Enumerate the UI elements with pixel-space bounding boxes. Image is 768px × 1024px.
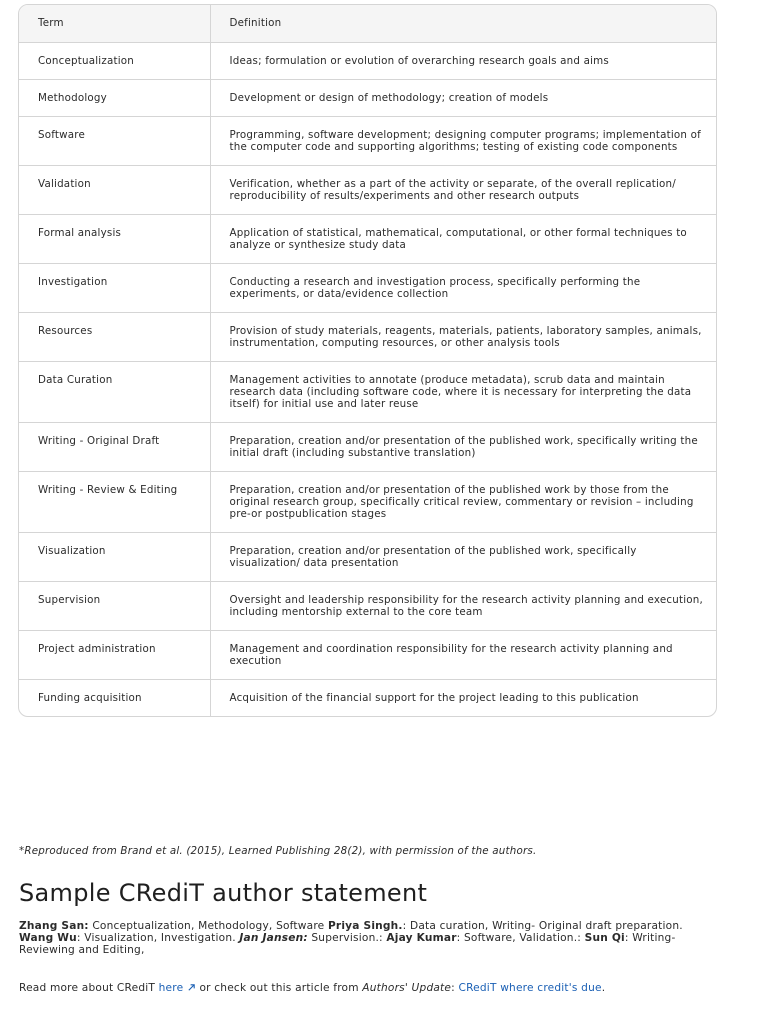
definition-cell: Development or design of methodology; creation of models xyxy=(210,80,716,117)
statement-author-name: Zhang San: xyxy=(19,920,89,932)
statement-author-name: Wang Wu xyxy=(19,932,77,944)
definition-cell: Management activities to annotate (produce metadata), scrub data and maintain research data (including software code, where it is necessary for interpreting the data itself) for initial use and later reuse xyxy=(210,362,716,423)
term-column-header: Term xyxy=(19,5,210,43)
definition-cell: Conducting a research and investigation process, specifically performing the experiments, or data/evidence collection xyxy=(210,264,716,313)
term-cell: Conceptualization xyxy=(19,43,210,80)
definition-cell: Preparation, creation and/or presentation of the published work by those from the original research group, specifically critical review, commentary or revision – including pre-or postpublication stages xyxy=(210,472,716,533)
definition-cell: Ideas; formulation or evolution of overarching research goals and aims xyxy=(210,43,716,80)
definition-cell: Acquisition of the financial support for the project leading to this publication xyxy=(229,692,639,704)
statement-author-name: Jan Jansen: xyxy=(239,932,308,944)
read-more-suffix: . xyxy=(601,982,606,994)
definition-cell: Application of statistical, mathematical, computational, or other formal techniques to analyze or synthesize study data xyxy=(210,215,716,264)
table-row xyxy=(19,264,716,313)
statement-author-name: Priya Singh. xyxy=(327,920,403,932)
definition-cell: Oversight and leadership responsibility for the research activity planning and execution, including mentorship external to the core team xyxy=(210,582,716,631)
table-row xyxy=(19,117,716,166)
term-cell: Project administration xyxy=(19,631,210,680)
external-link-icon xyxy=(187,983,196,992)
definition-column-header: Definition xyxy=(210,5,716,43)
statement-roles: : Data curation, Writing- Original draft preparation. xyxy=(402,920,683,932)
term-cell: Investigation xyxy=(19,264,210,313)
table-row xyxy=(19,166,716,215)
definition-cell: Preparation, creation and/or presentation of the published work, specifically writing the initial draft (including substantive translation) xyxy=(210,423,716,472)
definition-cell: Management and coordination responsibility for the research activity planning and execution xyxy=(210,631,716,680)
term-cell: Resources xyxy=(19,313,210,362)
term-cell: Methodology xyxy=(19,80,210,117)
credit-taxonomy-table xyxy=(18,4,717,717)
definition-cell: Provision of study materials, reagents, materials, patients, laboratory samples, animals, instrumentation, computing resources, or other analysis tools xyxy=(210,313,716,362)
here-link[interactable] xyxy=(159,982,196,994)
table-row xyxy=(19,43,716,80)
table-row xyxy=(19,631,716,680)
read-more-line xyxy=(19,982,709,994)
table-footnote: *Reproduced from Brand et al. (2015), Learned Publishing 28(2), with permission of the authors. xyxy=(19,845,537,857)
definition-cell: Preparation, creation and/or presentation of the published work, specifically visualization/ data presentation xyxy=(210,533,716,582)
term-cell: Validation xyxy=(19,166,210,215)
table-row xyxy=(19,215,716,264)
taxonomy-table xyxy=(19,5,716,716)
term-cell: Software xyxy=(19,117,210,166)
statement-roles: : Writing- Reviewing and Editing, xyxy=(19,932,676,956)
author-statement xyxy=(19,920,709,956)
here-link-label: here xyxy=(158,982,184,994)
table-row xyxy=(19,533,716,582)
read-more-prefix: Read more about CRediT xyxy=(19,982,159,994)
term-cell: Visualization xyxy=(19,533,210,582)
table-body xyxy=(19,43,716,717)
statement-roles: : Visualization, Investigation. xyxy=(76,932,240,944)
table-header-row xyxy=(19,5,716,43)
term-cell: Writing - Original Draft xyxy=(19,423,210,472)
table-row xyxy=(19,80,716,117)
statement-author-name: Sun Qi xyxy=(584,932,625,944)
source-name: Authors' Update xyxy=(362,982,452,994)
table-row xyxy=(19,582,716,631)
term-cell: Funding acquisition xyxy=(19,680,210,717)
statement-roles: Supervision.: xyxy=(307,932,387,944)
table-row xyxy=(19,313,716,362)
term-cell: Supervision xyxy=(19,582,210,631)
term-cell: Data Curation xyxy=(19,362,210,423)
read-more-middle: or check out this article from xyxy=(195,982,363,994)
definition-cell: Verification, whether as a part of the activity or separate, of the overall replication/ reproducibility of results/experiments and other research outputs xyxy=(210,166,716,215)
article-link[interactable]: CRediT where credit's due xyxy=(458,982,602,994)
table-row xyxy=(19,423,716,472)
definition-cell: Programming, software development; designing computer programs; implementation of the computer code and supporting algorithms; testing of existing code components xyxy=(210,117,716,166)
section-heading: Sample CRediT author statement xyxy=(19,879,428,907)
statement-roles: : Software, Validation.: xyxy=(456,932,585,944)
table-row xyxy=(19,680,716,717)
table-row xyxy=(19,472,716,533)
table-row xyxy=(19,362,716,423)
term-cell: Formal analysis xyxy=(19,215,210,264)
statement-author-name: Ajay Kumar xyxy=(386,932,457,944)
term-cell: Writing - Review & Editing xyxy=(19,472,210,533)
read-more-colon: : xyxy=(451,982,459,994)
statement-roles: Conceptualization, Methodology, Software xyxy=(88,920,328,932)
